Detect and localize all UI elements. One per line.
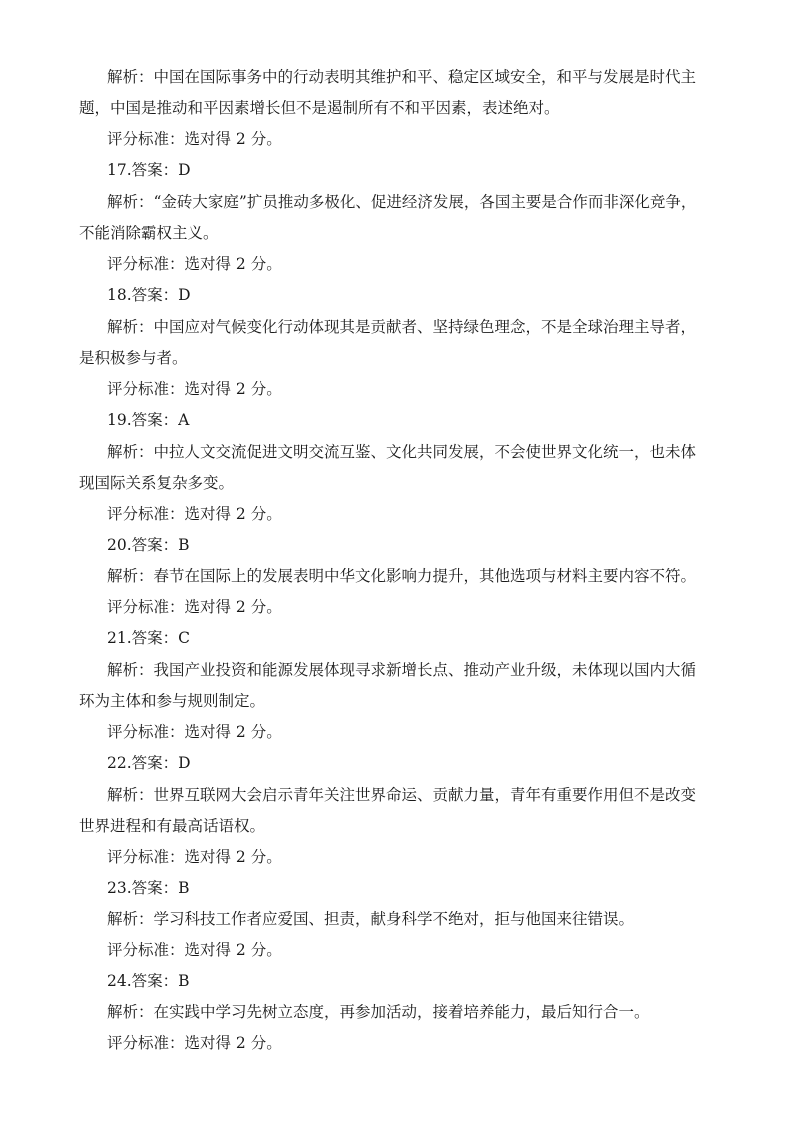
explanation-line: 解析：春节在国际上的发展表明中华文化影响力提升，其他选项与材料主要内容不符。 [107,567,697,585]
scoring-line: 评分标准：选对得 2 分。 [107,130,282,148]
explanation-line: 世界进程和有最高话语权。 [79,817,266,835]
answer-line: 17.答案：D [107,161,191,179]
explanation-line: 不能消除霸权主义。 [79,224,219,242]
answer-line: 24.答案：B [107,972,190,990]
scoring-line: 评分标准：选对得 2 分。 [107,941,282,959]
explanation-line: 解析：世界互联网大会启示青年关注世界命运、贡献力量，青年有重要作用但不是改变 [107,786,697,804]
answer-line: 21.答案：C [107,629,191,647]
answer-line: 22.答案：D [107,754,191,772]
explanation-line: 题，中国是推动和平因素增长但不是遏制所有不和平因素，表述绝对。 [79,99,560,117]
scoring-line: 评分标准：选对得 2 分。 [107,598,282,616]
explanation-line: 是积极参与者。 [79,349,188,367]
scoring-line: 评分标准：选对得 2 分。 [107,1034,282,1052]
explanation-line: 解析：中拉人文交流促进文明交流互鉴、文化共同发展，不会使世界文化统一，也未体 [107,443,697,461]
explanation-line: 解析：学习科技工作者应爱国、担责，献身科学不绝对，拒与他国来往错误。 [107,910,635,928]
scoring-line: 评分标准：选对得 2 分。 [107,505,282,523]
explanation-line: 解析：中国应对气候变化行动体现其是贡献者、坚持绿色理念，不是全球治理主导者， [107,318,697,336]
answer-line: 23.答案：B [107,879,190,897]
answer-line: 18.答案：D [107,286,191,304]
explanation-line: 环为主体和参与规则制定。 [79,692,266,710]
answer-line: 19.答案：A [107,411,190,429]
scoring-line: 评分标准：选对得 2 分。 [107,848,282,866]
answer-line: 20.答案：B [107,536,190,554]
explanation-line: 现国际关系复杂多变。 [79,474,235,492]
scoring-line: 评分标准：选对得 2 分。 [107,723,282,741]
explanation-line: 解析：我国产业投资和能源发展体现寻求新增长点、推动产业升级，未体现以国内大循 [107,661,697,679]
scoring-line: 评分标准：选对得 2 分。 [107,255,282,273]
explanation-line: 解析：在实践中学习先树立态度，再参加活动，接着培养能力，最后知行合一。 [107,1003,650,1021]
explanation-line: 解析：中国在国际事务中的行动表明其维护和平、稳定区域安全，和平与发展是时代主 [107,68,697,86]
explanation-line: 解析：“金砖大家庭”扩员推动多极化、促进经济发展，各国主要是合作而非深化竞争， [107,193,697,211]
scoring-line: 评分标准：选对得 2 分。 [107,380,282,398]
